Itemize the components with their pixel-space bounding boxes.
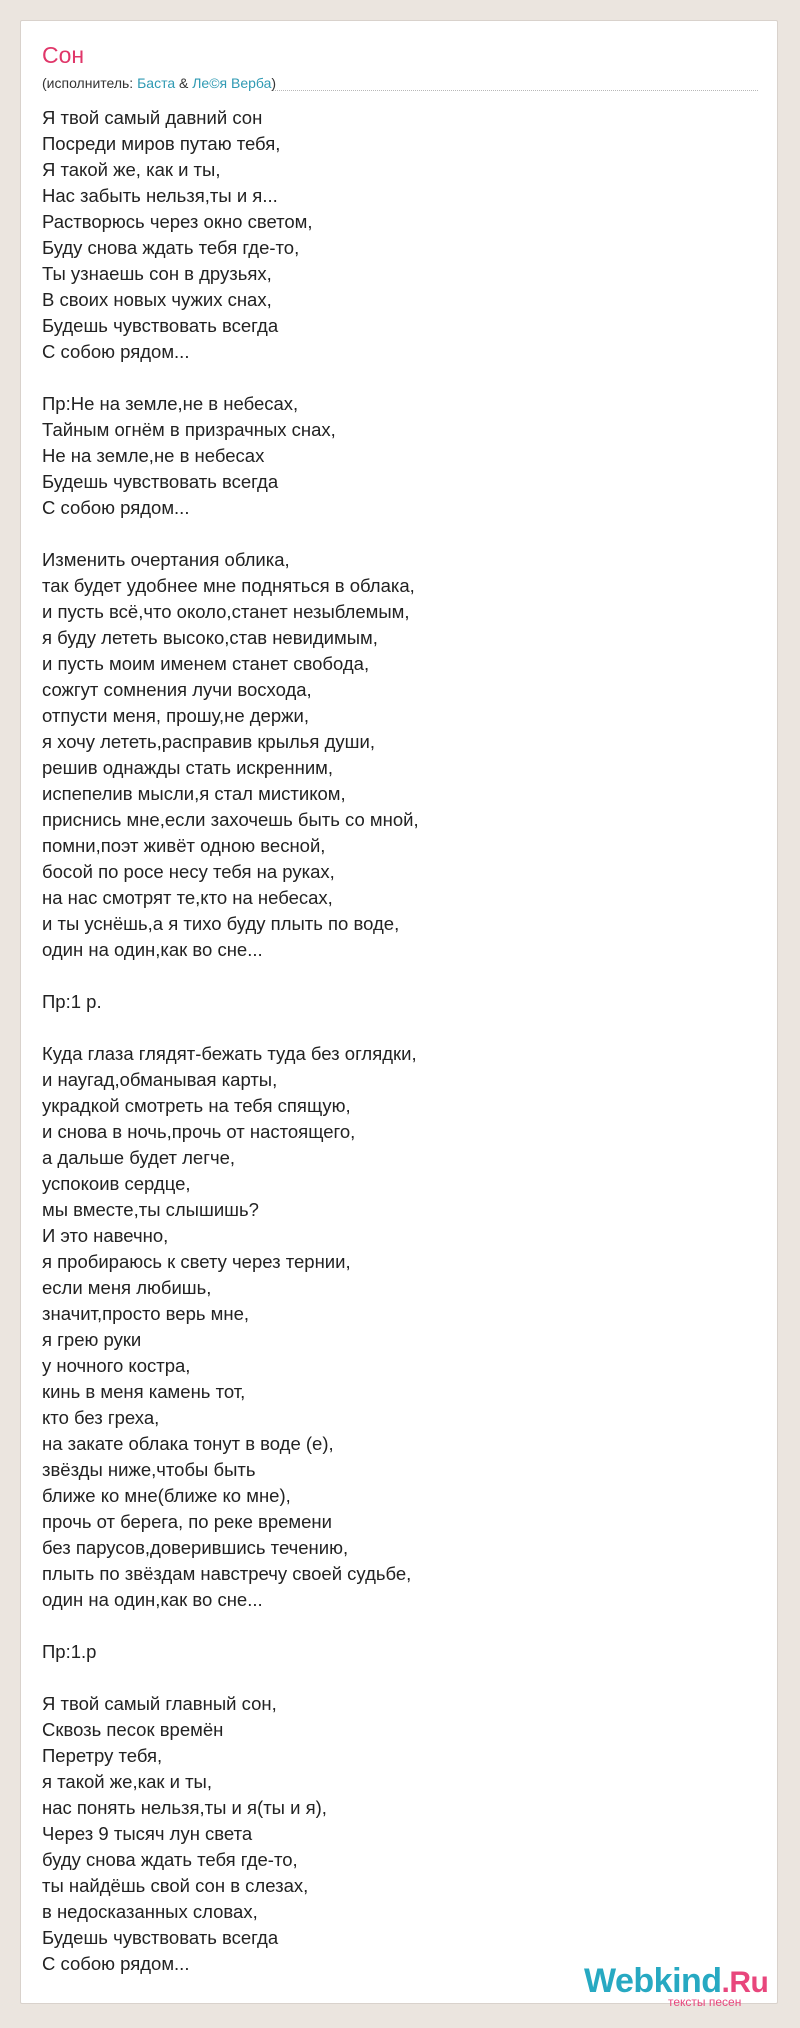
lyrics-line: на закате облака тонут в воде (е), (42, 1433, 334, 1454)
lyrics-line: Через 9 тысяч лун света (42, 1823, 253, 1844)
lyrics-line: буду снова ждать тебя где-то, (42, 1849, 298, 1870)
song-title: Сон (42, 42, 85, 68)
lyrics-line: если меня любишь, (42, 1277, 212, 1298)
lyrics-line: я пробираюсь к свету через тернии, (42, 1251, 351, 1272)
lyrics-line: Растворюсь через окно светом, (42, 211, 313, 232)
lyrics-line: я буду лететь высоко,став невидимым, (42, 627, 378, 648)
lyrics-line: и пусть моим именем станет свобода, (42, 653, 370, 674)
lyrics-line: Я такой же, как и ты, (42, 159, 221, 180)
lyrics-line: Ты узнаешь сон в друзьях, (42, 263, 272, 284)
lyrics-line: Будешь чувствовать всегда (42, 1927, 279, 1948)
lyrics-line: мы вместе,ты слышишь? (42, 1199, 259, 1220)
lyrics-line: Куда глаза глядят-бежать туда без оглядки, (42, 1043, 417, 1064)
lyrics-line: Сквозь песок времён (42, 1719, 224, 1740)
lyrics-line: Посреди миров путаю тебя, (42, 133, 281, 154)
lyrics-line: отпусти меня, прошу,не держи, (42, 705, 309, 726)
lyrics-line: нас понять нельзя,ты и я(ты и я), (42, 1797, 327, 1818)
lyrics-blank-line (42, 1613, 742, 1639)
lyrics-line: прочь от берега, по реке времени (42, 1511, 332, 1532)
lyrics-line: Перетру тебя, (42, 1745, 163, 1766)
lyrics-line: С собою рядом... (42, 1953, 190, 1974)
lyrics-line: и пусть всё,что около,станет незыблемым, (42, 601, 410, 622)
lyrics-line: Пр:Не на земле,не в небесах, (42, 393, 299, 414)
lyrics-line: и снова в ночь,прочь от настоящего, (42, 1121, 356, 1142)
lyrics-line: помни,поэт живёт одною весной, (42, 835, 326, 856)
lyrics-line: на нас смотрят те,кто на небесах, (42, 887, 333, 908)
lyrics-line: я грею руки (42, 1329, 142, 1350)
lyrics-line: С собою рядом... (42, 341, 190, 362)
lyrics-line: кто без греха, (42, 1407, 160, 1428)
lyrics-line: я такой же,как и ты, (42, 1771, 212, 1792)
lyrics-line: украдкой смотреть на тебя спящую, (42, 1095, 351, 1116)
lyrics-line: Пр:1.р (42, 1641, 97, 1662)
lyrics-line: я хочу лететь,расправив крылья души, (42, 731, 375, 752)
lyrics-line: Пр:1 р. (42, 991, 102, 1012)
lyrics-line: плыть по звёздам навстречу своей судьбе, (42, 1563, 412, 1584)
logo-tagline: тексты песен (668, 1995, 742, 2009)
lyrics-line: сожгут сомнения лучи восхода, (42, 679, 312, 700)
lyrics-line: и ты уснёшь,а я тихо буду плыть по воде, (42, 913, 400, 934)
lyrics-line: Не на земле,не в небесах (42, 445, 265, 466)
lyrics-blank-line (42, 365, 742, 391)
lyrics-line: значит,просто верь мне, (42, 1303, 249, 1324)
lyrics-line: С собою рядом... (42, 497, 190, 518)
lyrics-line: приснись мне,если захочешь быть со мной, (42, 809, 419, 830)
lyrics-card (20, 20, 778, 2009)
lyrics-line: решив однажды стать искренним, (42, 757, 334, 778)
lyrics-blank-line (42, 1015, 742, 1041)
lyrics-line: кинь в меня камень тот, (42, 1381, 246, 1402)
webkind-logo[interactable] (584, 1961, 769, 2009)
lyrics-line: испепелив мысли,я стал мистиком, (42, 783, 346, 804)
lyrics-line: так будет удобнее мне подняться в облака, (42, 575, 415, 596)
performer-prefix: (исполнитель: (42, 75, 138, 91)
lyrics-line: один на один,как во сне... (42, 1589, 263, 1610)
lyrics-line: ты найдёшь свой сон в слезах, (42, 1875, 309, 1896)
lyrics-blank-line (42, 963, 742, 989)
lyrics-line: ближе ко мне(ближе ко мне), (42, 1485, 291, 1506)
lyrics-line: И это навечно, (42, 1225, 169, 1246)
logo-tld: .Ru (721, 1966, 769, 1999)
performer-separator: & (175, 75, 193, 91)
lyrics-line: а дальше будет легче, (42, 1147, 236, 1168)
lyrics-line: успокоив сердце, (42, 1173, 191, 1194)
lyrics-line: Я твой самый давний сон (42, 107, 263, 128)
title-divider (271, 90, 758, 91)
logo-brand: Webkind (584, 1962, 722, 2000)
lyrics-line: звёзды ниже,чтобы быть (42, 1459, 256, 1480)
lyrics-line: и наугад,обманывая карты, (42, 1069, 278, 1090)
lyrics-line: Нас забыть нельзя,ты и я... (42, 185, 278, 206)
performer-suffix: ) (271, 75, 277, 91)
lyrics-line: без парусов,доверившись течению, (42, 1537, 349, 1558)
lyrics-line: Изменить очертания облика, (42, 549, 290, 570)
lyrics-line: Будешь чувствовать всегда (42, 315, 279, 336)
lyrics-line: босой по росе несу тебя на руках, (42, 861, 335, 882)
performer-line (42, 74, 276, 92)
lyrics-line: Тайным огнём в призрачных снах, (42, 419, 336, 440)
artist-link-basta[interactable]: Баста (137, 75, 176, 91)
lyrics-line: у ночного костра, (42, 1355, 191, 1376)
lyrics-blank-line (42, 1665, 742, 1691)
lyrics-line: Я твой самый главный сон, (42, 1693, 277, 1714)
lyrics-line: Буду снова ждать тебя где-то, (42, 237, 300, 258)
lyrics-blank-line (42, 521, 742, 547)
lyrics-text (42, 105, 742, 1977)
lyrics-line: Будешь чувствовать всегда (42, 471, 279, 492)
lyrics-line: в недосказанных словах, (42, 1901, 258, 1922)
artist-link-lesya-verba[interactable]: Ле©я Верба (192, 75, 272, 91)
lyrics-line: один на один,как во сне... (42, 939, 263, 960)
lyrics-line: В своих новых чужих снах, (42, 289, 272, 310)
